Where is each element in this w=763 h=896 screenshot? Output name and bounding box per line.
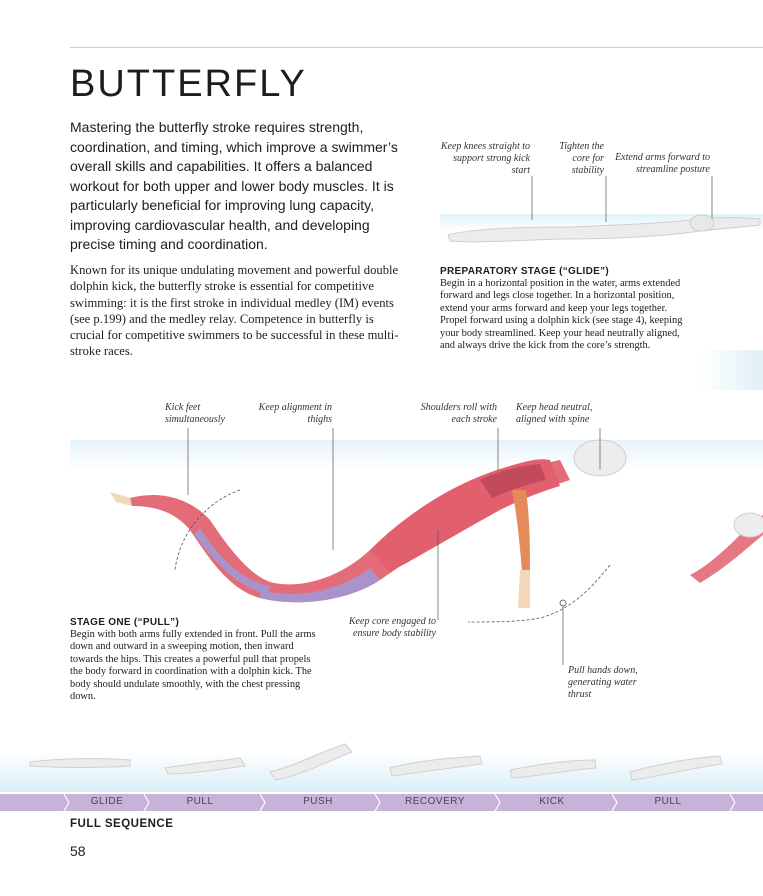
prep-text: Begin in a horizontal position in the water, arms extended forward and legs close together. In a horizontal position, extend your arms forward and keep your legs together. Propel forward using a dolphin kick (see stage 4), keeping your body streamlined. Keep your head neutrally aligned, and always drive the kick from the core’s strength. <box>440 278 683 352</box>
sequence-label-pull-2: PULL <box>654 796 682 807</box>
stage-one-text: Begin with both arms fully extended in front. Pull the arms down and outward in a sweeping motion, then inward towards the hips. This creates a powerful pull that propels the body forward in coordination with a dolphin kick. The body should undulate smoothly, with the chest pressing down. <box>70 629 316 703</box>
sequence-label-glide: GLIDE <box>90 796 124 807</box>
stage-one-heading: STAGE ONE (“PULL”) <box>70 617 180 628</box>
prep-leader-lines <box>440 170 763 230</box>
anno-head: Keep head neutral, aligned with spine <box>516 402 593 425</box>
anno-arms: Extend arms forward to streamline posture <box>615 152 710 175</box>
sequence-label-pull: PULL <box>186 796 214 807</box>
anno-core-stage: Keep core engaged to ensure body stability <box>348 616 436 639</box>
anno-pull: Pull hands down, generating water thrust <box>568 665 638 700</box>
anno-shoulders: Shoulders roll with each stroke <box>420 402 497 425</box>
right-water-fade <box>700 350 763 390</box>
sequence-label-push: PUSH <box>303 796 333 807</box>
anno-core-prep: Tighten the core for stability <box>559 141 604 176</box>
top-rule <box>70 47 763 48</box>
intro-paragraph: Mastering the butterfly stroke requires strength, coordination, and timing, which improve a swimmer’s overall skills and capabilities. It offers a balanced workout for both upper and lower body muscles. It is particularly beneficial for improving lung capacity, improving cardiovascular health, and developing precise timing and coordination. <box>70 119 398 252</box>
anno-align: Keep alignment in thighs <box>258 402 332 425</box>
page-number: 58 <box>70 843 86 859</box>
anno-knees: Keep knees straight to support strong kick start <box>440 141 530 176</box>
page-title: BUTTERFLY <box>70 63 307 105</box>
sequence-swimmer-figures <box>0 738 763 794</box>
body-paragraph: Known for its unique undulating movement and powerful double dolphin kick, the butterfly stroke is essential for competitive swimming: it is the first stroke in individual medley (IM) events (see p.199) and the medley relay. Competence in butterfly is crucial for competitive swimmers to be successful in these multi-stroke races. <box>70 263 399 359</box>
full-sequence-heading: FULL SEQUENCE <box>70 818 174 830</box>
anno-kick: Kick feet simultaneously <box>165 402 225 425</box>
sequence-label-recovery: RECOVERY <box>405 796 465 807</box>
prep-heading: PREPARATORY STAGE (“GLIDE”) <box>440 266 610 277</box>
sequence-label-kick: KICK <box>539 796 565 807</box>
